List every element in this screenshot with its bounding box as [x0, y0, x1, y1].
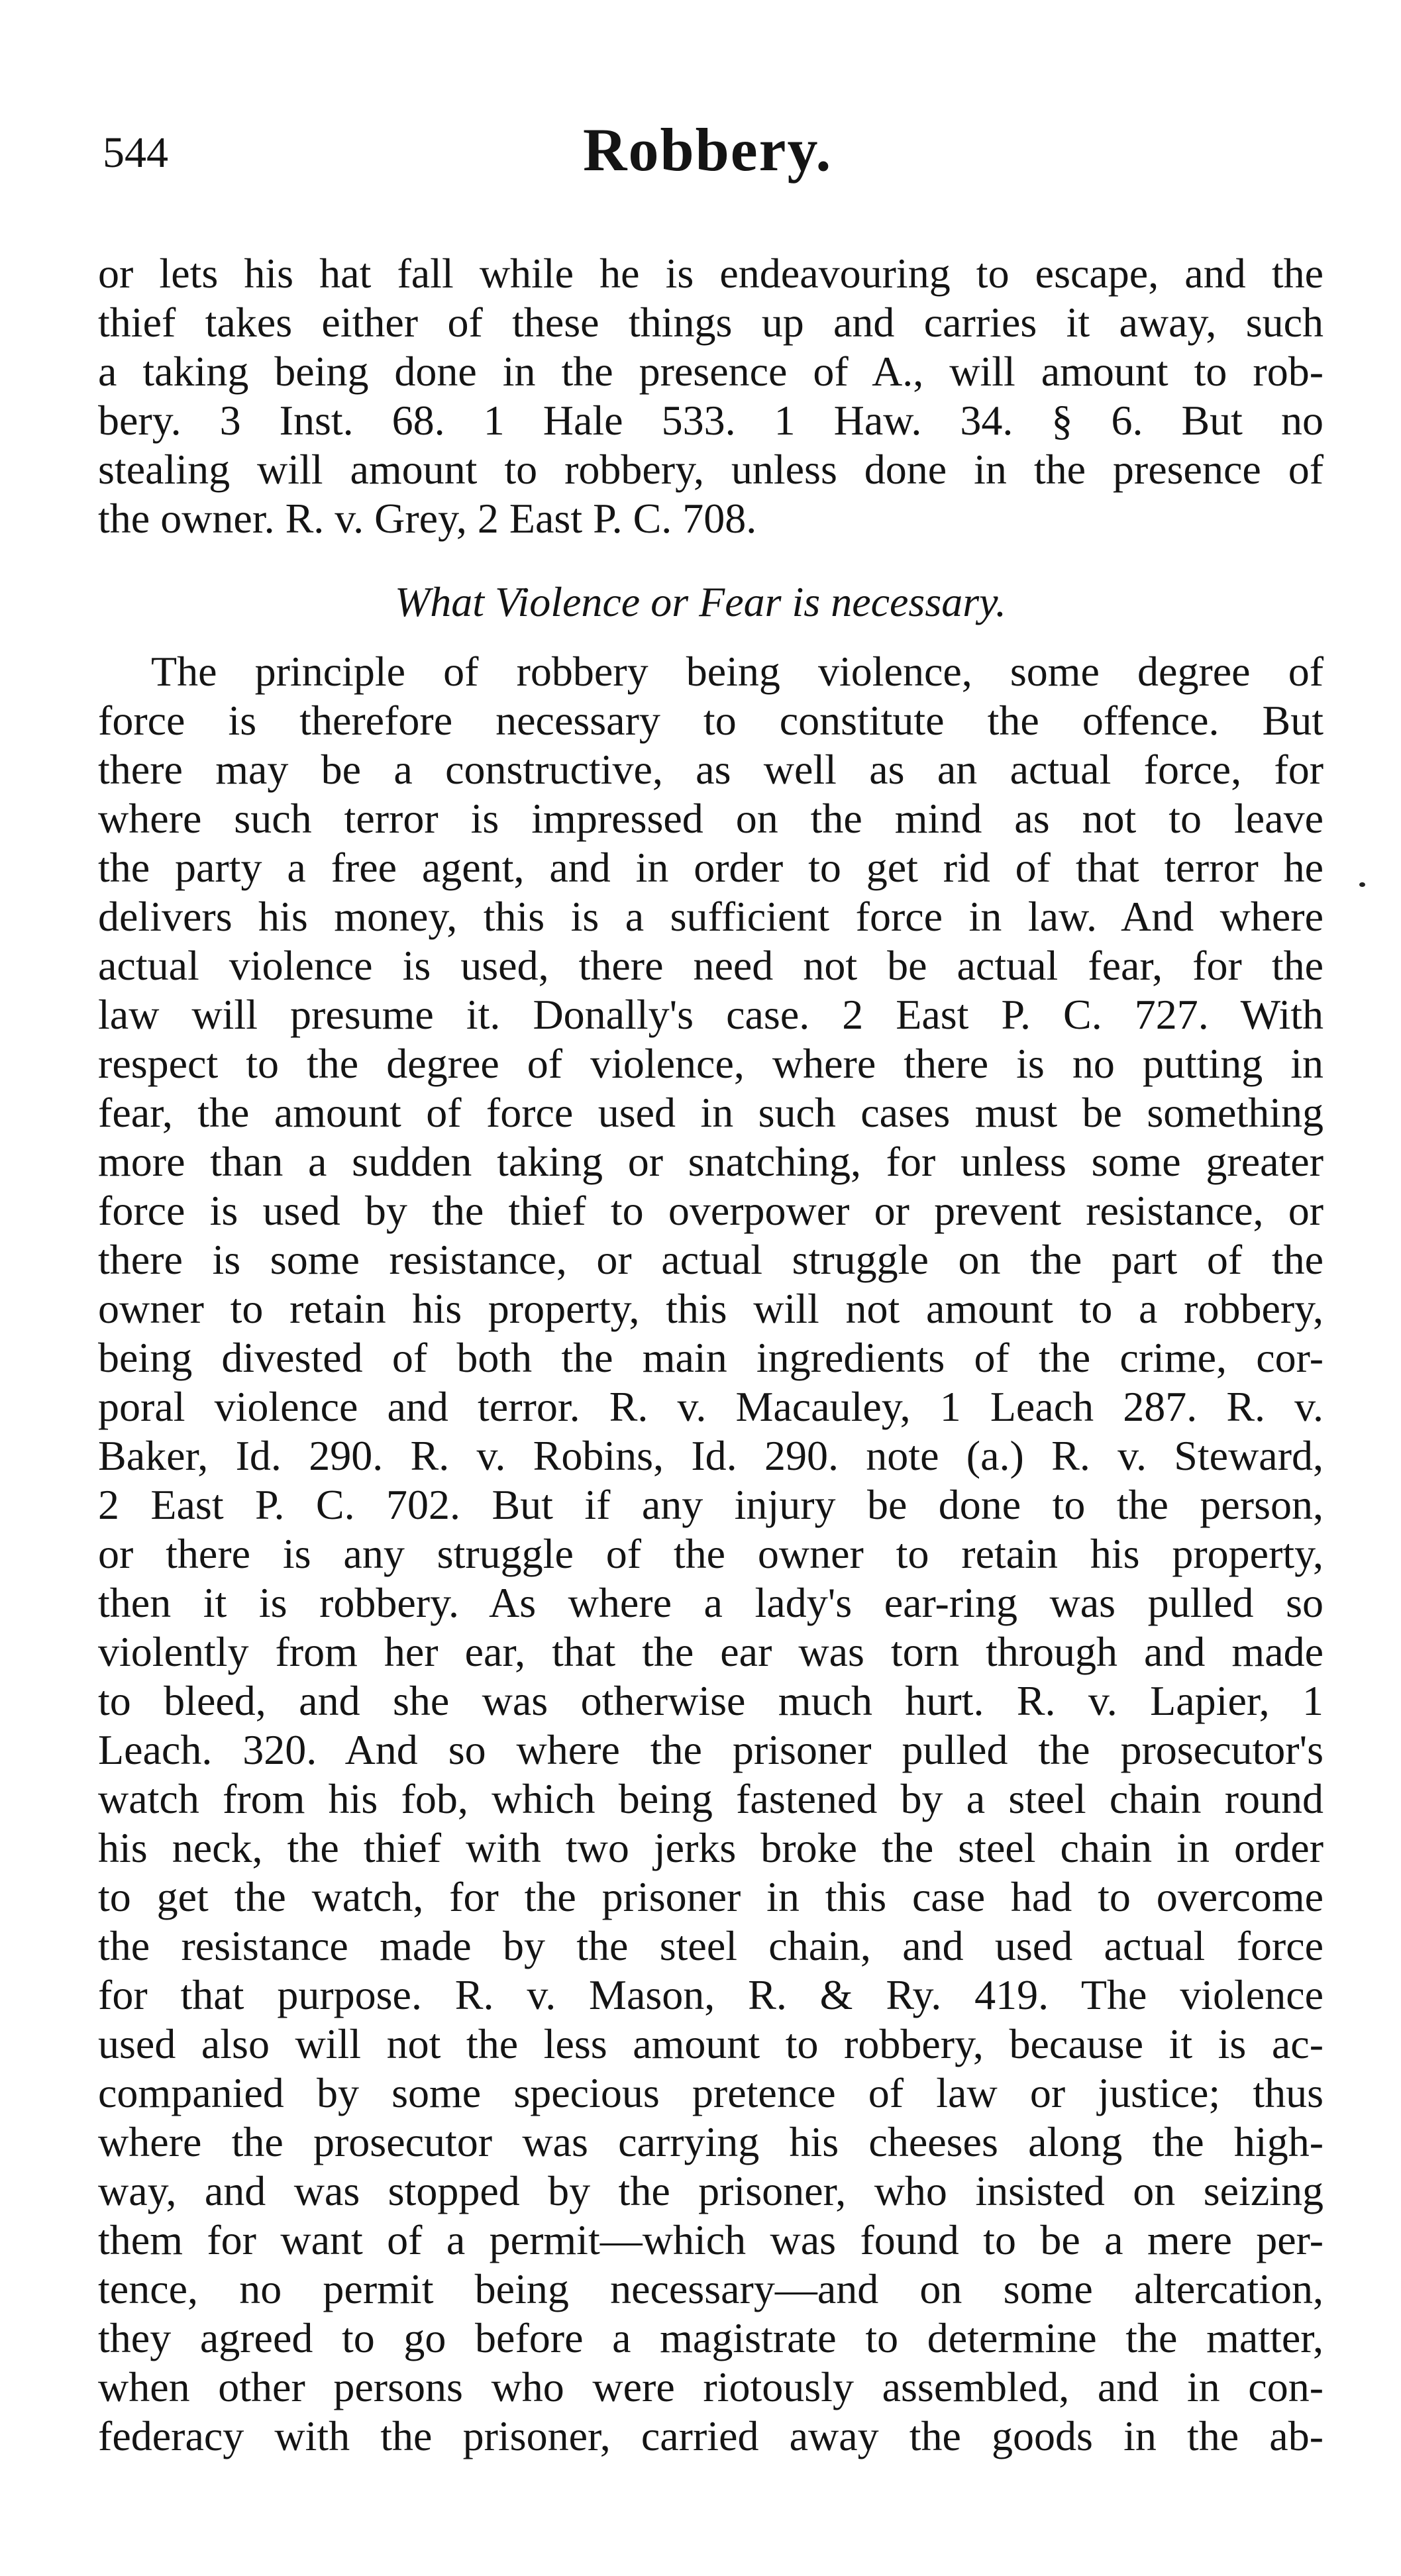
page-number: 544	[103, 129, 168, 177]
text-line: when other persons who were riotously assembled, and in con-	[98, 2363, 1323, 2410]
text-line: force is used by the thief to overpower or prevent resistance, or	[98, 1187, 1323, 1234]
text-line: his neck, the thief with two jerks broke the steel chain in order	[98, 1824, 1323, 1871]
text-line: more than a sudden taking or snatching, for unless some greater	[98, 1138, 1323, 1185]
text-line: there is some resistance, or actual struggle on the part of the	[98, 1236, 1323, 1283]
text-line: the party a free agent, and in order to get rid of that terror he	[98, 844, 1323, 891]
text-line: poral violence and terror. R. v. Macauley, 1 Leach 287. R. v.	[98, 1383, 1323, 1430]
text-line: Baker, Id. 290. R. v. Robins, Id. 290. note (a.) R. v. Steward,	[98, 1432, 1323, 1479]
text-line: to bleed, and she was otherwise much hurt. R. v. Lapier, 1	[98, 1677, 1323, 1724]
section-heading: What Violence or Fear is necessary.	[394, 578, 1007, 625]
text-line: Leach. 320. And so where the prisoner pulled the prosecutor's	[98, 1726, 1323, 1773]
text-line: owner to retain his property, this will not amount to a robbery,	[98, 1285, 1323, 1332]
text-line: or there is any struggle of the owner to retain his property,	[98, 1530, 1323, 1577]
text-line: stealing will amount to robbery, unless done in the presence of	[98, 446, 1323, 493]
text-line: the owner. R. v. Grey, 2 East P. C. 708.	[98, 495, 757, 542]
text-line: where such terror is impressed on the mind as not to leave	[98, 795, 1323, 842]
text-line: watch from his fob, which being fastened by a steel chain round	[98, 1775, 1323, 1822]
text-line: violently from her ear, that the ear was torn through and made	[98, 1628, 1323, 1675]
text-line: respect to the degree of violence, where there is no putting in	[98, 1040, 1323, 1087]
text-line: they agreed to go before a magistrate to determine the matter,	[98, 2314, 1323, 2361]
text-line: companied by some specious pretence of law or justice; thus	[98, 2069, 1323, 2116]
text-line: fear, the amount of force used in such cases must be something	[98, 1089, 1323, 1136]
text-line: way, and was stopped by the prisoner, who insisted on seizing	[98, 2167, 1323, 2214]
text-line: federacy with the prisoner, carried away the goods in the ab-	[98, 2412, 1323, 2459]
text-line: 2 East P. C. 702. But if any injury be done to the person,	[98, 1481, 1323, 1528]
text-line: the resistance made by the steel chain, and used actual force	[98, 1922, 1323, 1969]
text-line: a taking being done in the presence of A., will amount to rob-	[98, 348, 1323, 395]
text-line: force is therefore necessary to constitute the offence. But	[98, 697, 1323, 744]
text-line: to get the watch, for the prisoner in this case had to overcome	[98, 1873, 1323, 1920]
text-line: bery. 3 Inst. 68. 1 Hale 533. 1 Haw. 34. § 6. But no	[98, 397, 1323, 444]
text-line: used also will not the less amount to robbery, because it is ac-	[98, 2020, 1323, 2067]
text-line: them for want of a permit—which was found to be a mere per-	[98, 2216, 1323, 2263]
text-line: actual violence is used, there need not be actual fear, for the	[98, 942, 1323, 989]
text-line: for that purpose. R. v. Mason, R. & Ry. 419. The violence	[98, 1971, 1323, 2018]
text-line: or lets his hat fall while he is endeavouring to escape, and the	[98, 250, 1323, 297]
text-line: then it is robbery. As where a lady's ear-ring was pulled so	[98, 1579, 1323, 1626]
text-line: delivers his money, this is a sufficient force in law. And where	[98, 893, 1323, 940]
ink-speck	[1359, 882, 1365, 887]
text-line: thief takes either of these things up and carries it away, such	[98, 299, 1323, 346]
text-line: being divested of both the main ingredients of the crime, cor-	[98, 1334, 1323, 1381]
text-line: law will presume it. Donally's case. 2 East P. C. 727. With	[98, 991, 1323, 1038]
text-line: tence, no permit being necessary—and on some altercation,	[98, 2265, 1323, 2312]
text-line: The principle of robbery being violence, some degree of	[151, 648, 1323, 695]
text-line: there may be a constructive, as well as an actual force, for	[98, 746, 1323, 793]
running-head: Robbery.	[583, 116, 833, 183]
text-line: where the prosecutor was carrying his cheeses along the high-	[98, 2118, 1323, 2165]
